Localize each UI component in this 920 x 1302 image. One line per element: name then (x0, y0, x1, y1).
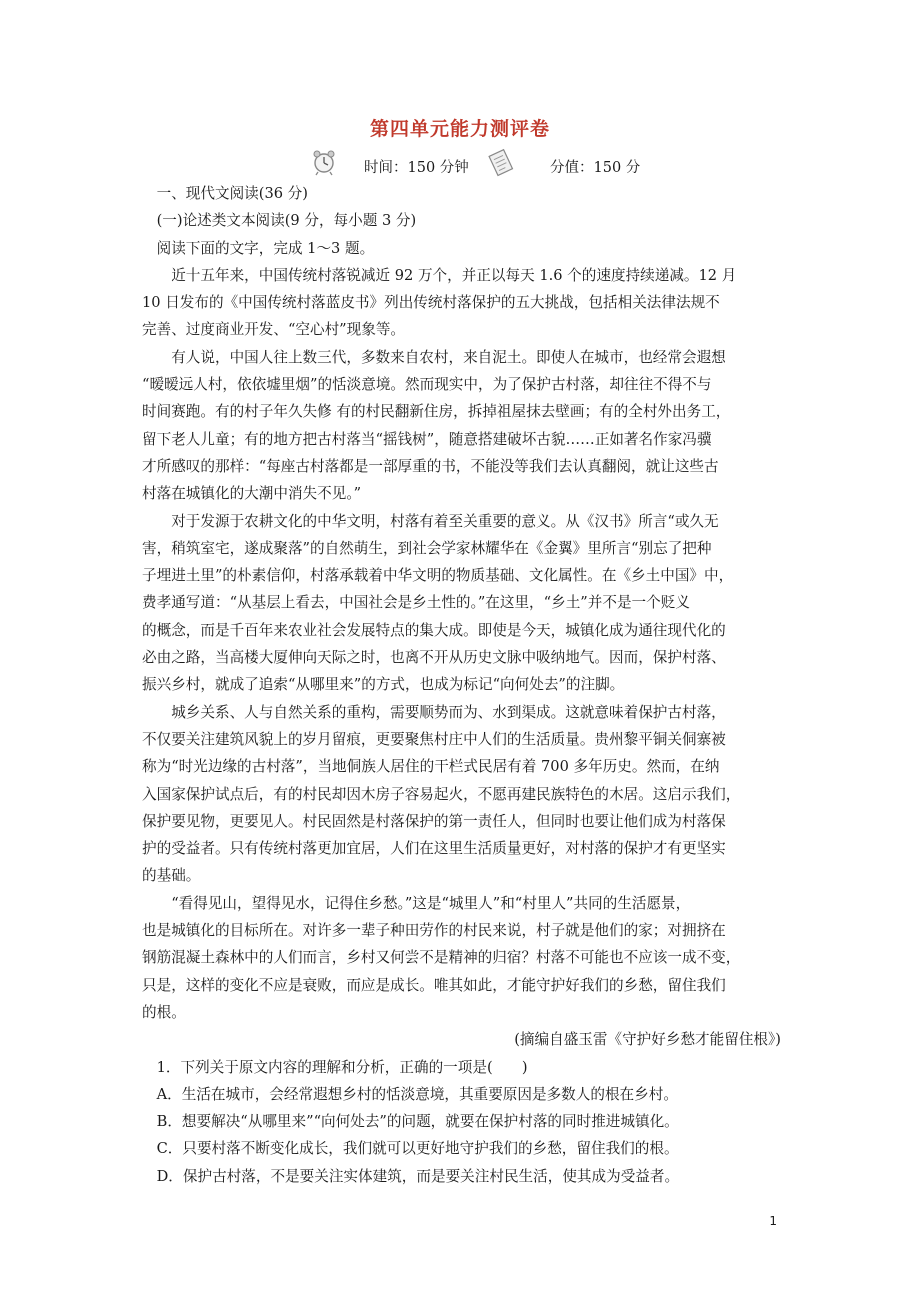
text-line: 入国家保护试点后，有的村民却因木房子容易起火，不愿再建民族特色的木居。这启示我们， (142, 785, 741, 803)
text-line: 对于发源于农耕文化的中华文明，村落有着至关重要的意义。从《汉书》所言“或久无 (171, 512, 719, 530)
page-number: 1 (769, 1214, 777, 1228)
text-line: 保护要见物，更要见人。村民固然是村落保护的第一责任人，但同时也要让他们成为村落保 (142, 812, 726, 830)
text-line: 振兴乡村，就成了追索“从哪里来”的方式，也成为标记“向何处去”的注脚。 (142, 676, 625, 694)
text-line: 害，稍筑室宅，遂成聚落”的自然萌生，到社会学家林耀华在《金翼》里所言“别忘了把种 (142, 539, 712, 557)
text-line: 必由之路，当高楼大厦伸向天际之时，也离不开从历史文脉中吸纳地气。因而，保护村落、 (142, 649, 726, 667)
alarm-clock-icon (312, 148, 336, 176)
text-line: 护的受益者。只有传统村落更加宜居，人们在这里生活质量更好，对村落的保护才有更坚实 (142, 840, 726, 858)
text-line: “暧暧远人村，依依墟里烟”的恬淡意境。然而现实中，为了保护古村落，却往往不得不与 (142, 376, 712, 394)
text-line: 村落在城镇化的大潮中消失不见。” (142, 485, 362, 503)
text-line: 10 日发布的《中国传统村落蓝皮书》列出传统村落保护的五大挑战，包括相关法律法规不 (142, 294, 720, 312)
subsection-heading: (一)论述类文本阅读(9 分，每小题 3 分) (156, 212, 417, 230)
paragraph-5 (142, 890, 785, 1026)
page-title: 第四单元能力测评卷 (369, 118, 550, 140)
paragraph-1 (142, 262, 785, 344)
paragraph-4 (142, 699, 785, 890)
option-b: B．想要解决“从哪里来”“向何处去”的问题，就要在保护村落的同时推进城镇化。 (156, 1113, 679, 1131)
text-line: 近十五年来，中国传统村落锐减近 92 万个，并正以每天 1.6 个的速度持续递减。12 月 (171, 266, 737, 284)
text-line: “看得见山，望得见水，记得住乡愁。”这是“城里人”和“村里人”共同的生活愿景， (171, 894, 691, 912)
exam-meta (0, 148, 920, 182)
reading-instruction: 阅读下面的文字，完成 1～3 题。 (156, 239, 375, 257)
option-d: D．保护古村落，不是要关注实体建筑，而是要关注村民生活，使其成为受益者。 (156, 1167, 680, 1185)
text-line: 时间赛跑。有的村子年久失修 有的村民翻新住房，拆掉祖屋抹去壁画；有的全村外出务工， (142, 403, 731, 421)
exam-paper-icon (486, 148, 516, 178)
text-line: 不仅要关注建筑风貌上的岁月留痕，更要聚焦村庄中人们的生活质量。贵州黎平铜关侗寨被 (142, 730, 726, 748)
text-line: 称为“时光边缘的古村落”，当地侗族人居住的干栏式民居有着 700 多年历史。然而，在纳 (142, 758, 720, 776)
text-line: 也是城镇化的目标所在。对许多一辈子种田劳作的村民来说，村子就是他们的家；对拥挤在 (142, 922, 726, 940)
text-line: 完善、过度商业开发、“空心村”现象等。 (142, 321, 406, 339)
paragraph-3 (142, 508, 785, 699)
exam-score: 分值：150 分 (550, 160, 641, 176)
option-a: A．生活在城市，会经常遐想乡村的恬淡意境，其重要原因是多数人的根在乡村。 (156, 1085, 678, 1103)
text-line: 才所感叹的那样：“每座古村落都是一部厚重的书，不能没等我们去认真翻阅，就让这些古 (142, 457, 719, 475)
text-line: 费孝通写道：“从基层上看去，中国社会是乡土性的。”在这里，“乡土”并不是一个贬义 (142, 594, 690, 612)
paragraph-2 (142, 344, 785, 508)
section-heading: 一、现代文阅读(36 分) (156, 185, 308, 202)
text-line: 钢筋混凝土森林中的人们而言，乡村又何尝不是精神的归宿？村落不可能也不应该一成不变， (142, 949, 741, 967)
text-line: 有人说，中国人往上数三代，多数来自农村，来自泥土。即使人在城市，也经常会遐想 (171, 348, 726, 366)
text-line: 留下老人儿童；有的地方把古村落当“摇钱树”，随意搭建破坏古貌……正如著名作家冯骥 (142, 430, 712, 448)
question-1 (142, 1054, 785, 1190)
text-line: 只是，这样的变化不应是衰败，而应是成长。唯其如此，才能守护好我们的乡愁，留住我们 (142, 976, 726, 994)
text-line: 的根。 (142, 1003, 186, 1021)
article-source: (摘编自盛玉雷《守护好乡愁才能留住根》) (514, 1031, 781, 1049)
exam-time: 时间：150 分钟 (364, 160, 469, 176)
text-line: 城乡关系、人与自然关系的重构，需要顺势而为、水到渠成。这就意味着保护古村落， (171, 703, 726, 721)
text-line: 的概念，而是千百年来农业社会发展特点的集大成。即使是今天，城镇化成为通往现代化的 (142, 621, 726, 639)
document-body (142, 180, 785, 1190)
text-line: 子埋进土里”的朴素信仰，村落承载着中华文明的物质基础、文化属性。在《乡土中国》中， (142, 567, 734, 585)
text-line: 的基础。 (142, 867, 201, 885)
option-c: C．只要村落不断变化成长，我们就可以更好地守护我们的乡愁，留住我们的根。 (156, 1140, 679, 1158)
question-stem: 1．下列关于原文内容的理解和分析，正确的一项是( ) (156, 1058, 528, 1076)
